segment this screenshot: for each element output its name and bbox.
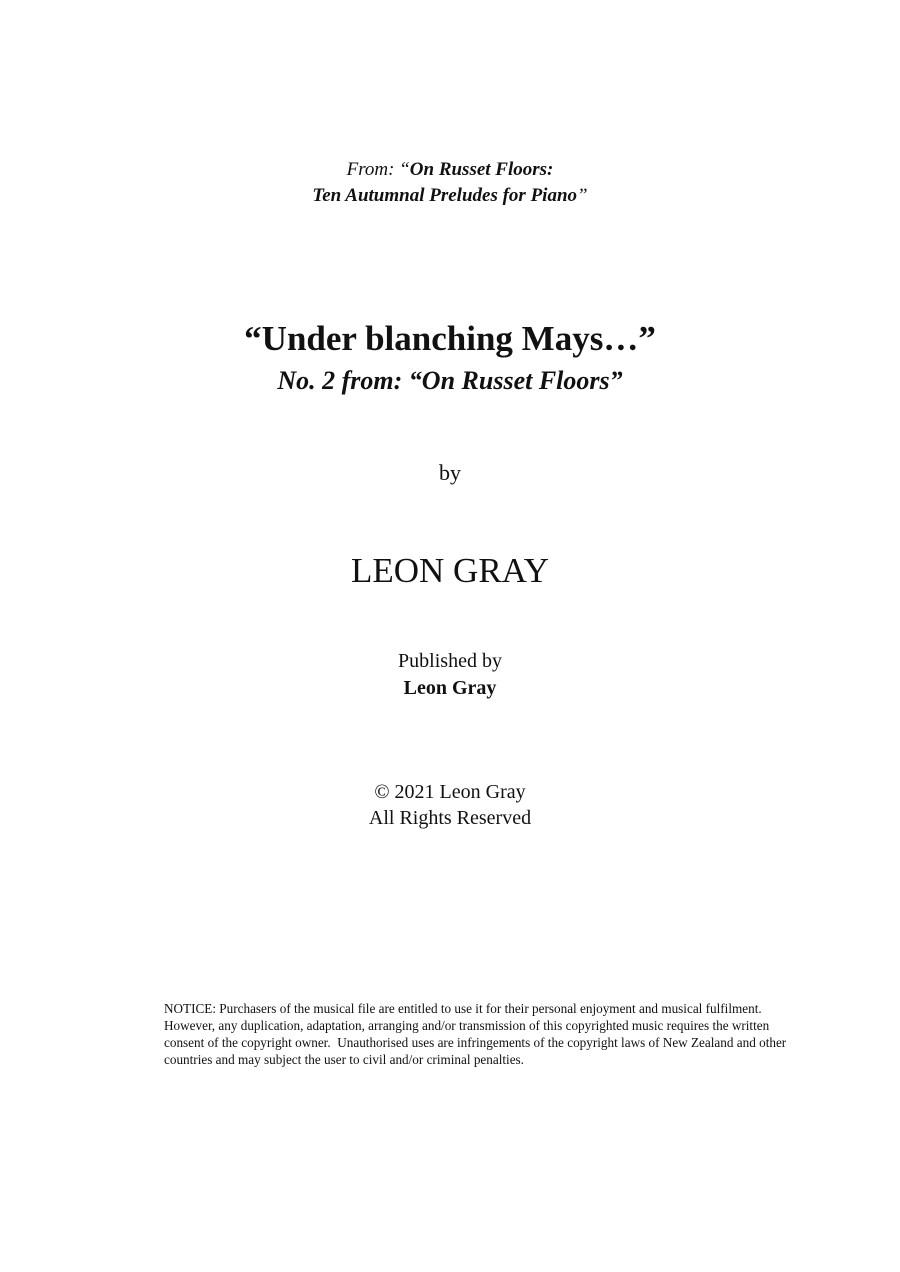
- collection-line-2: [0, 183, 900, 209]
- composer-name: LEON GRAY: [350, 551, 550, 590]
- piece-title: “Under blanching Mays…”: [244, 319, 656, 358]
- rights-reserved: All Rights Reserved: [368, 807, 532, 829]
- from-prefix: From: “: [346, 159, 410, 180]
- copyright-notice: NOTICE: Purchasers of the musical file are entitled to use it for their personal enjoyment and musical fulfilment. However, any duplication, adaptation, arranging and/or transmission of this copyrighted music requires the written consent of the copyright owner. Unauthorised uses are infringements of the copyright laws of New Zealand and other countries and may subject the user to civil and/or criminal penalties.: [164, 1001, 787, 1067]
- closing-quote: ”: [577, 185, 588, 206]
- published-by-label: Published by: [398, 650, 502, 672]
- publisher-name: Leon Gray: [403, 677, 497, 699]
- collection-name: On Russet Floors:: [409, 159, 554, 180]
- by-label: by: [439, 460, 461, 485]
- collection-source: [0, 157, 900, 209]
- collection-line-1: [0, 157, 900, 183]
- piece-subtitle: No. 2 from: “On Russet Floors”: [277, 366, 623, 395]
- collection-subtitle: Ten Autumnal Preludes for Piano: [312, 185, 578, 206]
- copyright-line: © 2021 Leon Gray: [374, 781, 526, 803]
